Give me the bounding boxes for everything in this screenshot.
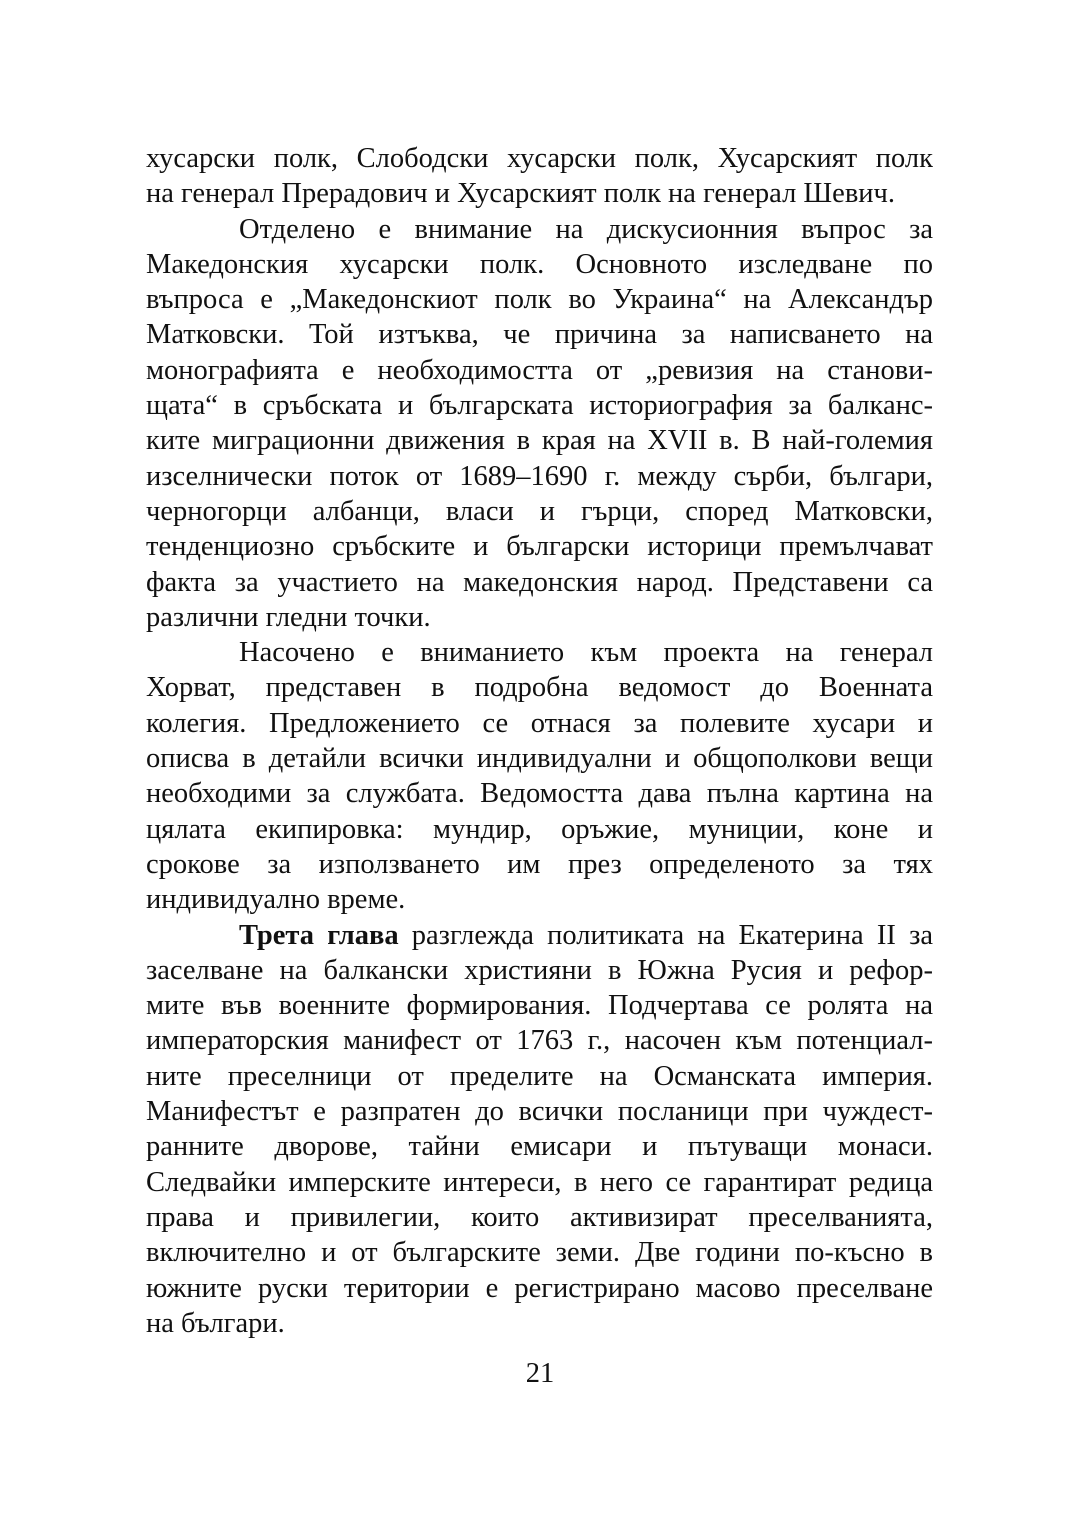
- text-line: на българи.: [146, 1307, 285, 1339]
- text-line: Отделено е внимание на дискусионния въпрос за: [239, 213, 933, 245]
- paragraph-1: [146, 141, 933, 212]
- text-line: Насочено е вниманието към проекта на генерал: [239, 637, 933, 669]
- text-line: императорския манифест от 1763 г., насочен към потенциал-: [146, 1025, 933, 1057]
- text-line: колегия. Предложението се отнася за полевите хусари и: [146, 707, 933, 739]
- text-line: ките миграционни движения в края на XVII в. В най-големия: [146, 425, 933, 457]
- text-line: мите във военните формирования. Подчертава се ролята на: [146, 990, 933, 1022]
- text-line: [146, 918, 933, 953]
- text-run: разглежда политиката на Екатерина II за: [398, 919, 933, 951]
- paragraph-4: [146, 918, 933, 1342]
- paragraph-3: [146, 635, 933, 917]
- text-line: включително и от българските земи. Две години по-късно в: [146, 1237, 933, 1269]
- text-line: тенденциозно сръбските и български историци премълчават: [146, 531, 933, 563]
- text-line: ранните дворове, тайни емисари и пътуващи монаси.: [146, 1131, 933, 1163]
- text-line: черногорци албанци, власи и гърци, според Матковски,: [146, 495, 933, 527]
- text-line: на генерал Прерадович и Хусарският полк на генерал Шевич.: [146, 178, 896, 210]
- text-line: южните руски територии е регистрирано масово преселване: [146, 1272, 933, 1304]
- chapter-heading-inline: Трета глава: [239, 919, 399, 951]
- text-line: хусарски полк, Слободски хусарски полк, Хусарският полк: [146, 143, 933, 174]
- text-line: изселнически поток от 1689–1690 г. между сърби, българи,: [146, 460, 933, 492]
- text-line: Матковски. Той изтъква, че причина за написването на: [146, 319, 933, 351]
- page-number: 21: [525, 1358, 555, 1389]
- text-line: цялата екипировка: мундир, оръжие, муниции, коне и: [146, 813, 933, 845]
- text-line: описва в детайли всички индивидуални и общополкови вещи: [146, 743, 933, 775]
- text-line: щата“ в сръбската и българската историография за балканс-: [146, 390, 933, 422]
- text-line: Манифестът е разпратен до всички посланици при чуждест-: [146, 1096, 933, 1128]
- text-line: Следвайки имперските интереси, в него се гарантират редица: [146, 1166, 933, 1198]
- text-line: монографията е необходимостта от „ревизия на станови-: [146, 354, 933, 386]
- text-line: въпроса е „Македонскиот полк во Украина“ на Александър: [146, 284, 933, 316]
- text-line: необходими за службата. Ведомостта дава пълна картина на: [146, 778, 933, 810]
- page-body: [146, 141, 933, 1341]
- text-line: права и привилегии, които активизират преселванията,: [146, 1201, 933, 1233]
- text-line: срокове за използването им през определеното за тях: [146, 848, 933, 880]
- text-line: факта за участието на македонския народ. Представени са: [146, 566, 933, 598]
- text-line: ните преселници от пределите на Османската империя.: [146, 1060, 933, 1092]
- text-line: индивидуално време.: [146, 884, 406, 916]
- text-line: Македонския хусарски полк. Основното изследване по: [146, 248, 933, 280]
- text-line: различни гледни точки.: [146, 601, 431, 633]
- text-line: заселване на балкански християни в Южна Русия и рефор-: [146, 954, 933, 986]
- paragraph-2: [146, 212, 933, 636]
- text-line: Хорват, представен в подробна ведомост до Военната: [146, 672, 933, 704]
